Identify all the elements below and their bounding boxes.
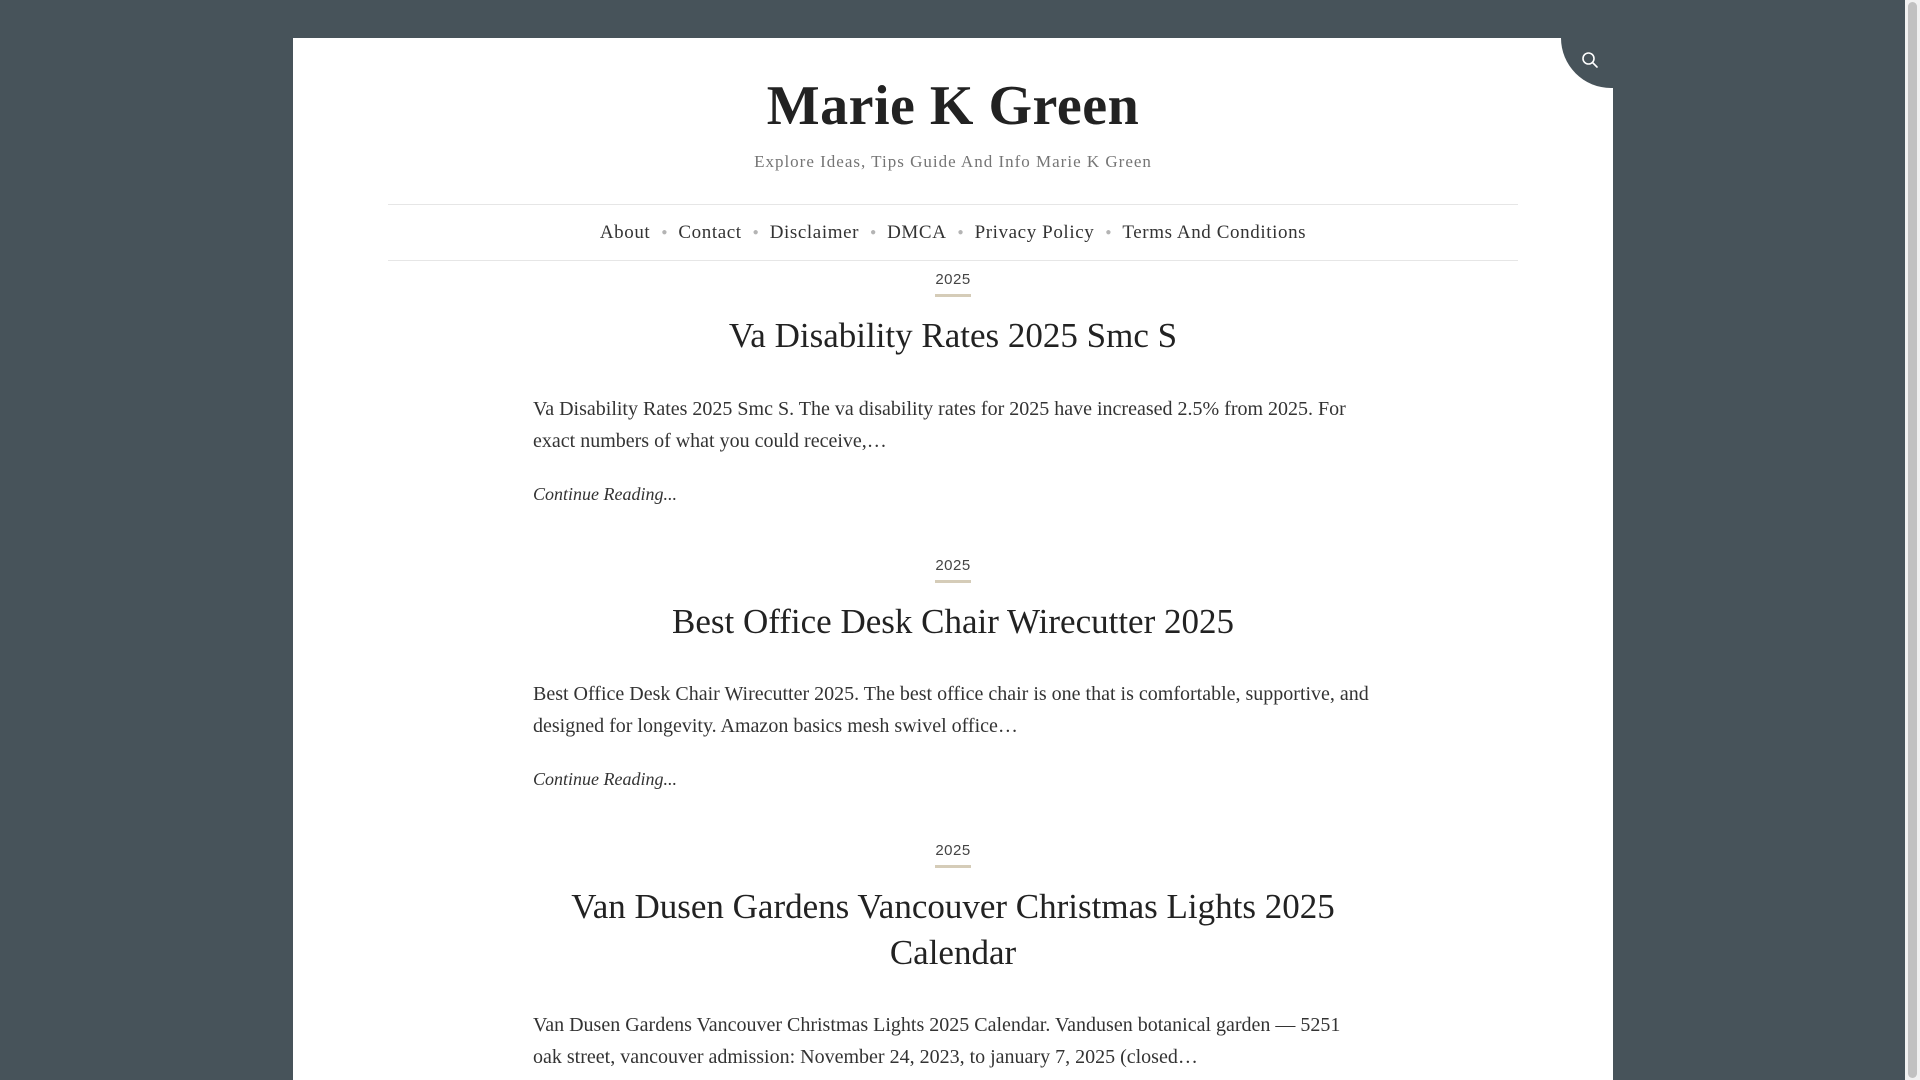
post-excerpt: Best Office Desk Chair Wirecutter 2025. The best office chair is one that is comfortable, supportive, and designed for longevity. Amazon basics mesh swivel office… — [533, 683, 1369, 737]
search-icon — [1581, 51, 1599, 69]
nav-item-privacy-policy[interactable]: Privacy Policy — [974, 221, 1095, 243]
nav-separator: ● — [870, 227, 877, 238]
nav-item-contact[interactable]: Contact — [678, 221, 742, 243]
nav-item-terms[interactable]: Terms And Conditions — [1122, 221, 1307, 243]
post-card — [533, 830, 1373, 1073]
post-excerpt: Van Dusen Gardens Vancouver Christmas Lights 2025 Calendar. Vandusen botanical garden — 5251 oak street, vancouver admission: November 24, 2023, to january 7, 2025 (closed… — [533, 1014, 1341, 1068]
post-excerpt: Va Disability Rates 2025 Smc S. The va disability rates for 2025 have increased 2.5% from 2025. For exact numbers of what you could receive,… — [533, 397, 1346, 452]
nav-item-dmca[interactable]: DMCA — [887, 221, 947, 243]
site-tagline: Explore Ideas, Tips Guide And Info Marie K Green — [754, 152, 1152, 171]
page-scrollbar[interactable] — [1905, 0, 1920, 1080]
post-card — [533, 261, 1373, 505]
nav-separator: ● — [752, 227, 759, 238]
nav-item-disclaimer[interactable]: Disclaimer — [769, 221, 860, 243]
post-category-link[interactable]: 2025 — [935, 842, 970, 868]
continue-reading-link[interactable]: Continue Reading... — [533, 483, 677, 504]
page-container — [293, 38, 1613, 1080]
post-title[interactable]: Best Office Desk Chair Wirecutter 2025 — [672, 601, 1234, 641]
nav-separator: ● — [957, 227, 964, 238]
site-header — [293, 38, 1613, 172]
post-category-link[interactable]: 2025 — [935, 557, 970, 583]
nav-separator: ● — [1105, 227, 1112, 238]
post-card — [533, 545, 1373, 791]
scrollbar-thumb[interactable] — [1908, 2, 1917, 1078]
post-category-link[interactable]: 2025 — [935, 271, 970, 297]
site-title[interactable]: Marie K Green — [766, 75, 1140, 137]
post-title[interactable]: Van Dusen Gardens Vancouver Christmas Lights 2025 Calendar — [571, 887, 1335, 972]
continue-reading-link[interactable]: Continue Reading... — [533, 769, 677, 789]
nav-separator: ● — [661, 227, 668, 238]
post-title[interactable]: Va Disability Rates 2025 Smc S — [728, 316, 1178, 355]
nav-item-about[interactable]: About — [599, 221, 651, 243]
main-navigation — [388, 204, 1518, 261]
